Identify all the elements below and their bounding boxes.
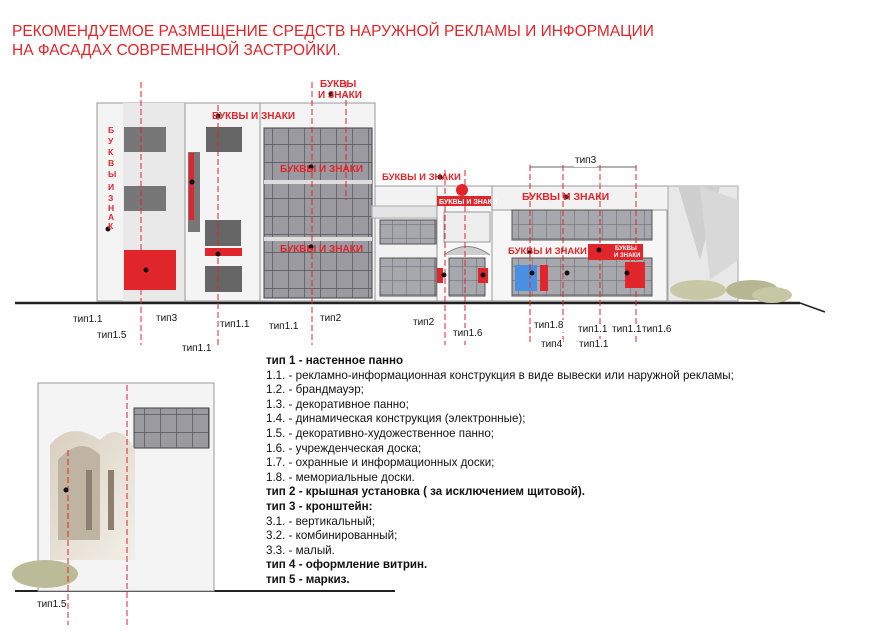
legend-item: тип 1 - настенное панно xyxy=(266,354,404,367)
label-type-4: тип4 xyxy=(541,339,563,350)
lower-building xyxy=(12,383,214,591)
legend-item: 3.1. - вертикальный; xyxy=(266,514,376,528)
legend-item: 3.2. - комбинированный; xyxy=(266,529,398,543)
sign-tower-mid: БУКВЫ И ЗНАКИ xyxy=(280,164,364,175)
legend-item: тип 2 - крышная установка ( за исключением щитовой). xyxy=(266,485,585,499)
label-type-1-5: тип1.5 xyxy=(37,599,67,610)
legend xyxy=(266,354,734,588)
vertical-letter: К xyxy=(108,221,114,231)
sign-tower-low: БУКВЫ И ЗНАКИ xyxy=(280,244,364,255)
label-type-1-1: тип1.1 xyxy=(578,324,608,335)
sign-entrance: БУКВЫ И ЗНАКИ xyxy=(439,199,498,206)
sign-right-mid: БУКВЫ И ЗНАКИ xyxy=(508,246,587,257)
label-type-1-6: тип1.6 xyxy=(642,324,672,335)
legend-item: 1.2. - брандмауэр; xyxy=(266,383,364,397)
sign-block2: БУКВЫ И ЗНАКИ xyxy=(212,111,296,122)
label-type-2: тип2 xyxy=(413,317,435,328)
sign-small-1: БУКВЫ xyxy=(615,246,637,252)
legend-item: 3.3. - малый. xyxy=(266,543,335,557)
sign-roof-1: БУКВЫ xyxy=(320,79,357,90)
vertical-bracket-sign xyxy=(189,153,194,220)
vertical-letter: У xyxy=(108,136,114,146)
label-type-1-1: тип1.1 xyxy=(579,339,609,350)
vertical-letter: Б xyxy=(108,125,115,135)
label-type-3: тип3 xyxy=(575,155,597,166)
building-block-2 xyxy=(185,103,260,301)
label-type-1-1: тип1.1 xyxy=(220,319,250,330)
label-type-1-1: тип1.1 xyxy=(269,321,299,332)
label-type-1-1: тип1.1 xyxy=(182,343,212,354)
title-line-1: РЕКОМЕНДУЕМОЕ РАЗМЕЩЕНИЕ СРЕДСТВ НАРУЖНОЙ РЕКЛАМЫ И ИНФОРМАЦИИ xyxy=(12,23,654,40)
sign-right-top: БУКВЫ И ЗНАКИ xyxy=(522,191,610,203)
label-type-1-5: тип1.5 xyxy=(97,330,127,341)
vertical-letter: В xyxy=(108,158,115,168)
legend-item: 1.8. - мемориальные доски. xyxy=(266,470,415,484)
building-low-block xyxy=(372,186,440,301)
vertical-letter: Ы xyxy=(108,169,117,179)
legend-item: тип 5 - маркиз. xyxy=(266,572,350,586)
vertical-letter: З xyxy=(108,193,114,203)
sign-small-2: И ЗНАКИ xyxy=(614,253,641,259)
legend-item: 1.7. - охранные и информационных доски; xyxy=(266,456,495,470)
legend-item: 1.5. - декоративно-художественное панно; xyxy=(266,426,495,440)
legend-item: 1.3. - декоративное панно; xyxy=(266,397,409,411)
label-type-1-1: тип1.1 xyxy=(73,314,103,325)
legend-item: тип 3 - кронштейн: xyxy=(266,499,373,513)
label-type-1-1: тип1.1 xyxy=(612,324,642,335)
legend-item: 1.4. - динамическая конструкция (электронные); xyxy=(266,412,526,426)
round-logo-sign xyxy=(456,184,468,196)
red-panel-1 xyxy=(124,250,176,290)
vertical-letter: К xyxy=(108,147,114,157)
sign-lowblock: БУКВЫ И ЗНАКИ xyxy=(382,172,461,183)
label-type-2: тип2 xyxy=(320,313,342,324)
building-tower xyxy=(260,103,375,301)
legend-item: тип 4 - оформление витрин. xyxy=(266,558,428,572)
sign-roof-2: И ЗНАКИ xyxy=(318,90,362,101)
legend-item: 1.6. - учрежденческая доска; xyxy=(266,441,422,455)
vertical-letter: Н xyxy=(108,203,115,213)
label-type-1-6: тип1.6 xyxy=(453,328,483,339)
vertical-letter: А xyxy=(108,212,115,222)
blue-panel xyxy=(515,265,537,291)
label-type-1-8: тип1.8 xyxy=(534,320,564,331)
vertical-letter: И xyxy=(108,182,115,192)
legend-item: 1.1. - рекламно-информационная конструкция в виде вывески или наружной рекламы; xyxy=(266,368,734,382)
label-type-3: тип3 xyxy=(156,313,178,324)
title-line-2: НА ФАСАДАХ СОВРЕМЕННОЙ ЗАСТРОЙКИ. xyxy=(12,42,341,59)
